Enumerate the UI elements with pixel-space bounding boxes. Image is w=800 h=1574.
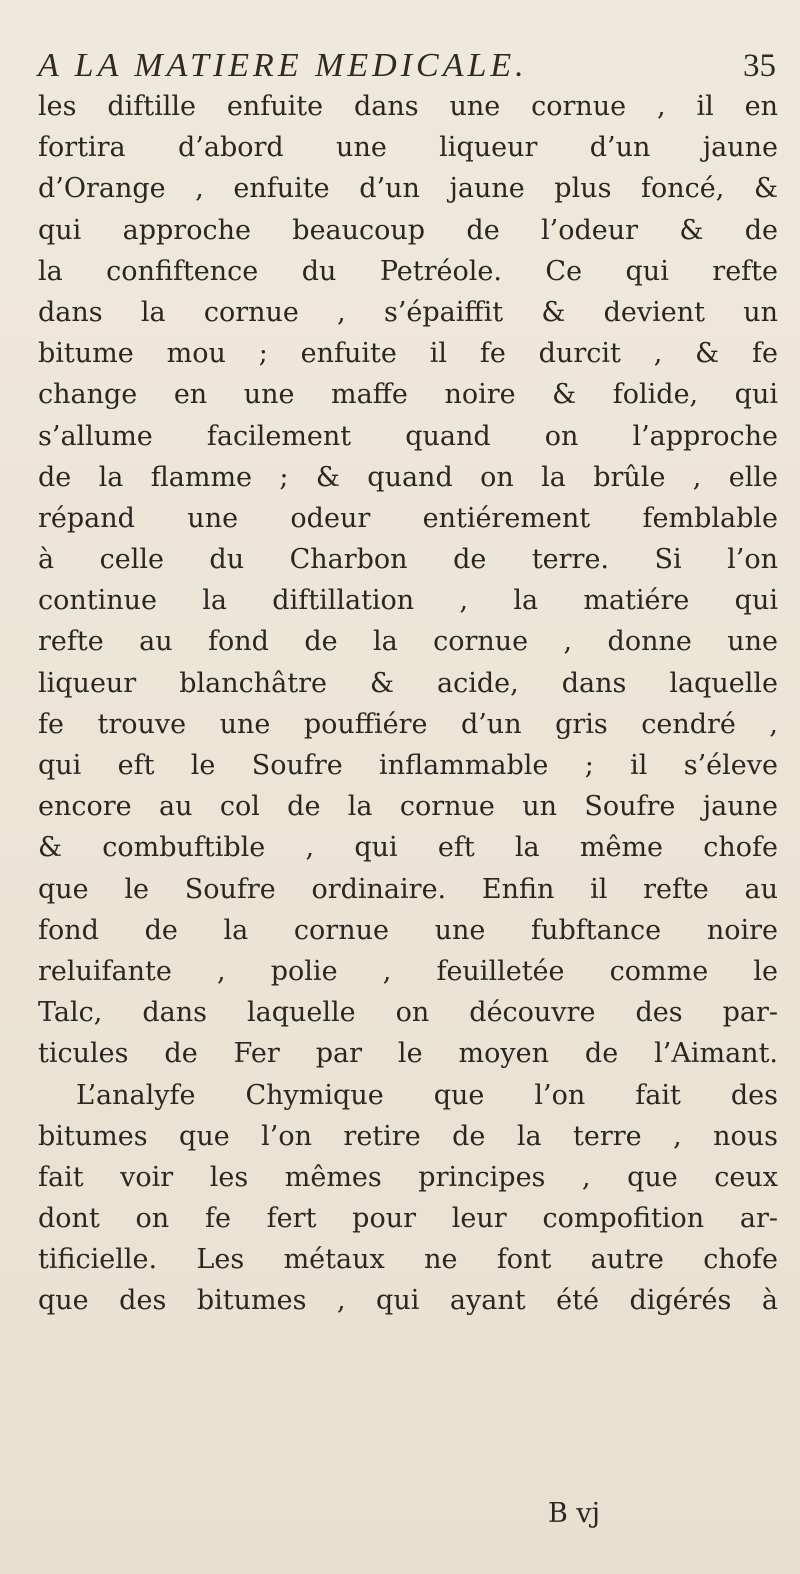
text-line: les diftille enfuite dans une cornue , il en <box>38 91 778 122</box>
text-line: bitume mou ; enfuite il fe durcit , & fe <box>38 338 778 370</box>
text-line: que le Soufre ordinaire. Enfin il refte au <box>38 873 778 905</box>
text-line: L’analyfe Chymique que l’on fait des <box>76 1079 778 1111</box>
text-line: change en une maffe noire & folide, qui <box>38 379 778 411</box>
text-line: fe trouve une pouffiére d’un gris cendré , <box>38 708 778 740</box>
text-line: qui approche beaucoup de l’odeur & de <box>38 214 778 246</box>
running-title: A LA MATIERE MEDICALE. <box>38 47 528 84</box>
text-line: de la flamme ; & quand on la brûle , elle <box>38 461 778 493</box>
text-line: fait voir les mêmes principes , que ceux <box>38 1161 778 1193</box>
text-line: refte au fond de la cornue , donne une <box>38 626 778 658</box>
body-text <box>38 86 778 1322</box>
text-line: & combuftible , qui eft la même chofe <box>38 832 778 864</box>
text-line: à celle du Charbon de terre. Si l’on <box>38 544 778 576</box>
text-line: Talc, dans laquelle on découvre des par- <box>38 997 778 1029</box>
text-line: que des bitumes , qui ayant été digérés à <box>38 1285 778 1317</box>
text-line: dont on fe fert pour leur compofition ar- <box>38 1203 778 1235</box>
text-line: répand une odeur entiérement femblable <box>38 502 778 534</box>
text-line: qui eft le Soufre inflammable ; il s’éleve <box>38 750 778 781</box>
text-line: fortira d’abord une liqueur d’un jaune <box>38 132 778 164</box>
text-line: liqueur blanchâtre & acide, dans laquelle <box>38 667 778 699</box>
text-line: fond de la cornue une fubftance noire <box>38 914 778 946</box>
text-line: s’allume facilement quand on l’approche <box>38 420 778 452</box>
text-line: dans la cornue , s’épaiffit & devient un <box>38 296 778 328</box>
text-line: encore au col de la cornue un Soufre jaune <box>38 791 778 823</box>
text-line: d’Orange , enfuite d’un jaune plus foncé, & <box>38 173 778 205</box>
page-header <box>38 44 778 88</box>
page-number: 35 <box>743 48 776 84</box>
text-line: tificielle. Les métaux ne font autre chofe <box>38 1244 778 1276</box>
text-line: continue la diftillation , la matiére qui <box>38 585 778 617</box>
text-line: bitumes que l’on retire de la terre , nous <box>38 1120 778 1152</box>
text-line: la confiftence du Petréole. Ce qui refte <box>38 255 778 287</box>
text-line: reluifante , polie , feuilletée comme le <box>38 955 778 987</box>
text-line: ticules de Fer par le moyen de l’Aimant. <box>38 1038 778 1070</box>
signature-mark: B vj <box>548 1498 601 1529</box>
